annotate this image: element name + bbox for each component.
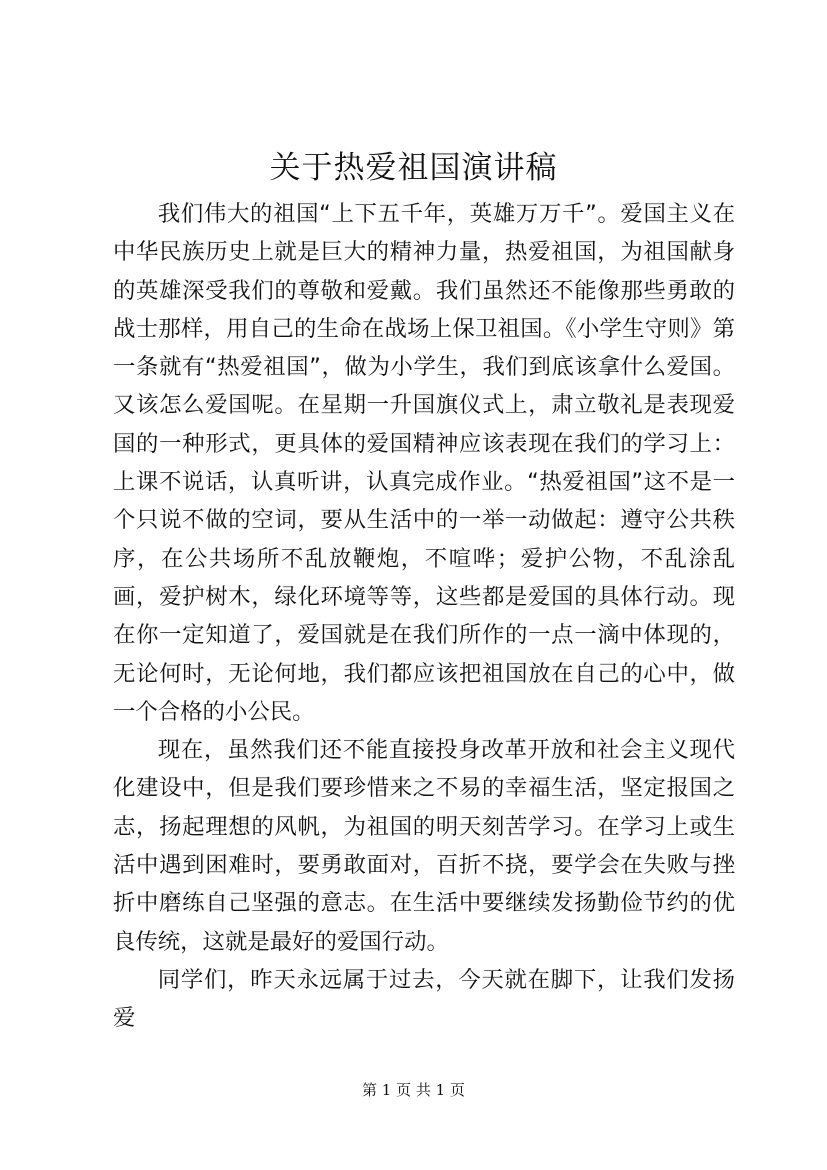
document-body bbox=[113, 195, 735, 1038]
document-title: 关于热爱祖国演讲稿 bbox=[269, 150, 558, 186]
paragraph-2: 现在，虽然我们还不能直接投身改革开放和社会主义现代化建设中，但是我们要珍惜来之不易的幸福生活，坚定报国之志，扬起理想的风帆，为祖国的明天刻苦学习。在学习上或生活中遇到困难时，要勇敢面对，百折不挠，要学会在失败与挫折中磨练自己坚强的意志。在生活中要继续发扬勤俭节约的优良传统，这就是最好的爱国行动。 bbox=[113, 737, 735, 955]
paragraph-1: 我们伟大的祖国“上下五千年，英雄万万千”。爱国主义在中华民族历史上就是巨大的精神力量，热爱祖国，为祖国献身的英雄深受我们的尊敬和爱戴。我们虽然还不能像那些勇敢的战士那样，用自己的生命在战场上保卫祖国。《小学生守则》第一条就有“热爱祖国”，做为小学生，我们到底该拿什么爱国。又该怎么爱国呢。在星期一升国旗仪式上，肃立敬礼是表现爱国的一种形式，更具体的爱国精神应该表现在我们的学习上：上课不说话，认真听讲，认真完成作业。“热爱祖国”这不是一个只说不做的空词，要从生活中的一举一动做起：遵守公共秩序，在公共场所不乱放鞭炮，不喧哗；爱护公物，不乱涂乱画，爱护树木，绿化环境等等，这些都是爱国的具体行动。现在你一定知道了，爱国就是在我们所作的一点一滴中体现的，无论何时，无论何地，我们都应该把祖国放在自己的心中，做一个合格的小公民。 bbox=[113, 201, 735, 725]
page-footer: 第 1 页 共 1 页 bbox=[362, 1081, 465, 1099]
paragraph-3: 同学们，昨天永远属于过去，今天就在脚下，让我们发扬爱 bbox=[113, 966, 735, 1032]
